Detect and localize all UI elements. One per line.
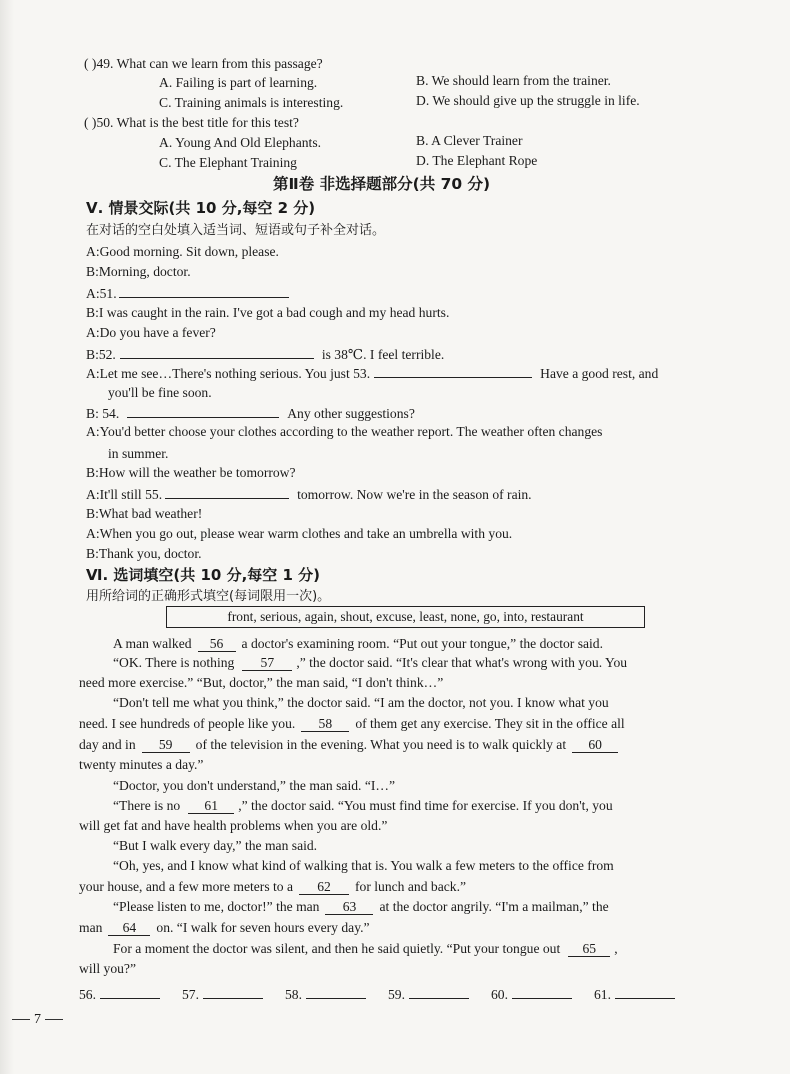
passage-line: will get fat and have health problems when you are old.”	[79, 818, 388, 833]
passage-line	[113, 898, 609, 916]
dialogue-line-53	[86, 364, 658, 383]
section5-instruction: 在对话的空白处填入适当词、短语或句子补全对话。	[86, 223, 386, 238]
dialogue-text: B:52.	[86, 347, 116, 362]
answer-blank-51[interactable]	[119, 284, 289, 298]
passage-line	[79, 878, 466, 896]
passage-line: will you?”	[79, 961, 137, 976]
passage-text: “There is no	[113, 798, 181, 813]
answer-label: 59.	[388, 987, 405, 1002]
passage-line: “Oh, yes, and I know what kind of walking that is. You walk a few meters to the office from	[113, 858, 614, 873]
q50-stem	[84, 114, 299, 132]
passage-line: need more exercise.” “But, doctor,” the man said, “I don't think…”	[79, 675, 444, 690]
answer-blank-63[interactable]: 63	[325, 899, 373, 915]
answer-row	[79, 985, 675, 1004]
answer-line-61[interactable]	[615, 985, 675, 999]
part2-title: 第Ⅱ卷 非选择题部分(共 70 分)	[273, 175, 491, 193]
passage-text: For a moment the doctor was silent, and then he said quietly. “Put your tongue out	[113, 941, 561, 956]
passage-text: of the television in the evening. What you need is to walk quickly at	[195, 737, 567, 752]
answer-label: 56.	[79, 987, 96, 1002]
passage-text: of them get any exercise. They sit in the office all	[355, 716, 625, 731]
q49-stem	[84, 55, 323, 73]
answer-blank-61[interactable]: 61	[188, 798, 234, 814]
dialogue-line: B:I was caught in the rain. I've got a bad cough and my head hurts.	[86, 305, 450, 320]
q50-option-d: D. The Elephant Rope	[416, 153, 538, 168]
passage-line: “But I walk every day,” the man said.	[113, 838, 318, 853]
page-number	[8, 1012, 67, 1028]
q49-option-a: A. Failing is part of learning.	[159, 75, 318, 90]
answer-label: 57.	[182, 987, 199, 1002]
answer-blank-52[interactable]	[120, 345, 314, 359]
passage-text: ,	[614, 941, 618, 956]
dialogue-text: is 38℃. I feel terrible.	[321, 347, 445, 362]
passage-line	[79, 736, 618, 754]
dialogue-line-54	[86, 404, 415, 423]
page-edge-shadow	[0, 0, 14, 1074]
answer-blank-56[interactable]: 56	[198, 636, 236, 652]
answer-blank-59[interactable]: 59	[142, 737, 190, 753]
answer-line-59[interactable]	[409, 985, 469, 999]
answer-paren: ( )	[84, 56, 97, 71]
passage-line	[79, 919, 370, 937]
dialogue-text: B: 54.	[86, 406, 120, 421]
passage-text: need. I see hundreds of people like you.	[79, 716, 296, 731]
dialogue-text: A:It'll still 55.	[86, 487, 163, 502]
q49-option-d: D. We should give up the struggle in life.	[416, 93, 640, 108]
passage-line: “Doctor, you don't understand,” the man said. “I…”	[113, 778, 396, 793]
answer-label: 58.	[285, 987, 302, 1002]
answer-blank-57[interactable]: 57	[242, 655, 292, 671]
dialogue-line-52	[86, 345, 444, 364]
answer-blank-58[interactable]: 58	[301, 716, 349, 732]
answer-blank-53[interactable]	[374, 364, 532, 378]
q50-option-a: A. Young And Old Elephants.	[159, 135, 322, 150]
answer-blank-54[interactable]	[127, 404, 279, 418]
passage-text: man	[79, 920, 103, 935]
passage-text: ,” the doctor said. “You must find time for exercise. If you don't, you	[238, 798, 613, 813]
answer-line-56[interactable]	[100, 985, 160, 999]
answer-blank-60[interactable]: 60	[572, 737, 618, 753]
passage-text: “OK. There is nothing	[113, 655, 235, 670]
answer-blank-64[interactable]: 64	[108, 920, 150, 936]
answer-line-60[interactable]	[512, 985, 572, 999]
page-number-text: 7	[34, 1012, 41, 1027]
dialogue-line: B:How will the weather be tomorrow?	[86, 465, 296, 480]
word-bank-box: front, serious, again, shout, excuse, least, none, go, into, restaurant	[166, 606, 645, 628]
passage-line	[113, 635, 603, 653]
dialogue-text: Any other suggestions?	[287, 406, 415, 421]
passage-line	[113, 654, 627, 672]
passage-text: A man walked	[113, 636, 192, 651]
passage-line: “Don't tell me what you think,” the doctor said. “I am the doctor, not you. I know what you	[113, 695, 609, 710]
passage-text: your house, and a few more meters to a	[79, 879, 294, 894]
dialogue-line-55	[86, 485, 532, 504]
passage-line	[113, 797, 613, 815]
q49-option-c: C. Training animals is interesting.	[159, 95, 344, 110]
question-text: 49. What can we learn from this passage?	[96, 56, 323, 71]
answer-blank-65[interactable]: 65	[568, 941, 610, 957]
dialogue-text: A:Let me see…There's nothing serious. You just 53.	[86, 366, 371, 381]
q49-option-b: B. We should learn from the trainer.	[416, 73, 611, 88]
section6-title: Ⅵ. 选词填空(共 10 分,每空 1 分)	[86, 566, 321, 584]
answer-blank-55[interactable]	[165, 485, 289, 499]
answer-line-58[interactable]	[306, 985, 366, 999]
answer-blank-62[interactable]: 62	[299, 879, 349, 895]
answer-line-57[interactable]	[203, 985, 263, 999]
section6-instruction: 用所给词的正确形式填空(每词限用一次)。	[86, 589, 331, 604]
passage-text: “Please listen to me, doctor!” the man	[113, 899, 320, 914]
passage-text: a doctor's examining room. “Put out your tongue,” the doctor said.	[241, 636, 604, 651]
passage-text: at the doctor angrily. “I'm a mailman,” the	[379, 899, 609, 914]
passage-text: day and in	[79, 737, 136, 752]
dialogue-line: you'll be fine soon.	[108, 385, 212, 400]
section5-title: Ⅴ. 情景交际(共 10 分,每空 2 分)	[86, 199, 316, 217]
answer-label: 61.	[594, 987, 611, 1002]
dialogue-text: A:51.	[86, 286, 117, 301]
passage-line	[113, 940, 618, 958]
dash-decoration	[12, 1019, 30, 1020]
answer-label: 60.	[491, 987, 508, 1002]
dialogue-line: B:What bad weather!	[86, 506, 203, 521]
dialogue-line: B:Thank you, doctor.	[86, 546, 202, 561]
passage-line	[79, 715, 625, 733]
q50-option-b: B. A Clever Trainer	[416, 133, 523, 148]
dialogue-line: B:Morning, doctor.	[86, 264, 191, 279]
dialogue-line: in summer.	[108, 446, 169, 461]
dialogue-text: Have a good rest, and	[540, 366, 659, 381]
passage-text: for lunch and back.”	[355, 879, 466, 894]
dialogue-line: A:When you go out, please wear warm clothes and take an umbrella with you.	[86, 526, 513, 541]
passage-text: on. “I walk for seven hours every day.”	[156, 920, 370, 935]
question-text: 50. What is the best title for this test?	[96, 115, 299, 130]
dialogue-text: tomorrow. Now we're in the season of rain.	[297, 487, 532, 502]
q50-option-c: C. The Elephant Training	[159, 155, 297, 170]
dialogue-line: A:You'd better choose your clothes according to the weather report. The weather often changes	[86, 424, 603, 439]
dialogue-line: A:Do you have a fever?	[86, 325, 216, 340]
passage-text: ,” the doctor said. “It's clear that what's wrong with you. You	[296, 655, 628, 670]
passage-line: twenty minutes a day.”	[79, 757, 204, 772]
answer-paren: ( )	[84, 115, 97, 130]
dialogue-line: A:Good morning. Sit down, please.	[86, 244, 279, 259]
dash-decoration	[45, 1019, 63, 1020]
dialogue-line-51	[86, 284, 289, 303]
